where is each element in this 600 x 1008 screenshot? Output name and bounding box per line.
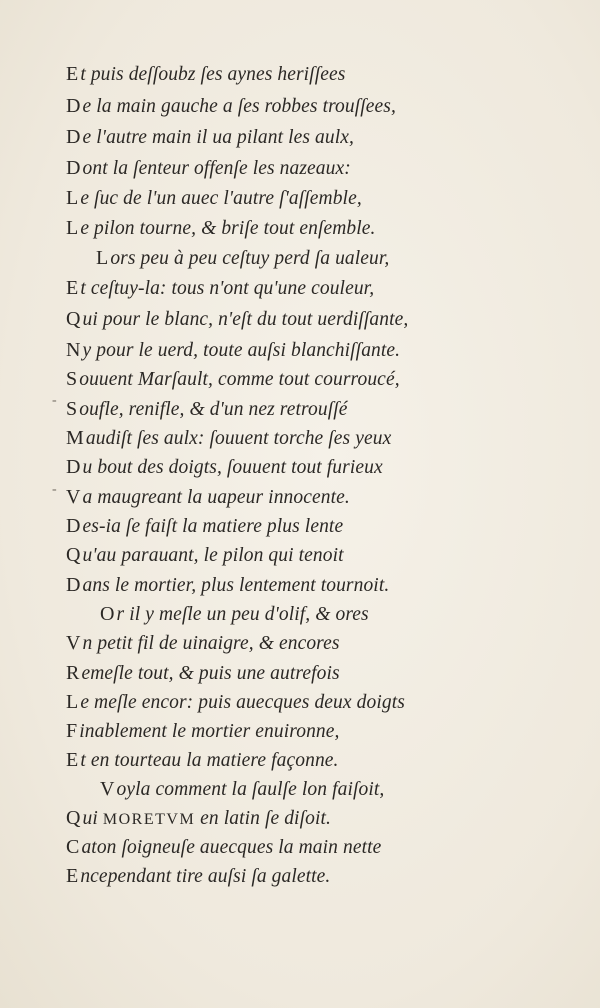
poem-line: Q u'au parauant, le pilon qui tenoit	[66, 544, 344, 566]
poem-line: D ans le mortier, plus lentement tournoit.	[66, 574, 390, 596]
small-caps-word: MORETVM	[102, 811, 196, 828]
poem-line: D e l'autre main il ua pilant les aulx,	[66, 126, 355, 148]
poem-line-indented: L ors peu à peu ceſtuy perd ſa ualeur,	[96, 247, 390, 269]
poem-line-indented: O r il y meſle un peu d'olif, & ores	[100, 603, 369, 625]
poem-line: E t ceſtuy-la: tous n'ont qu'une couleur,	[66, 277, 375, 299]
poem-line: L e ſuc de l'un auec l'autre ſ'aſſemble,	[66, 187, 362, 209]
poem-line: L e meſle encor: puis auecques deux doigts	[66, 691, 405, 713]
poem-line: V n petit fil de uinaigre, & encores	[66, 632, 340, 654]
poem-line: M audiſt ſes aulx: ſouuent torche ſes yeux	[66, 427, 392, 449]
poem-line: D ont la ſenteur offenſe les nazeaux:	[66, 157, 351, 179]
poem-line: Q ui pour le blanc, n'eſt du tout uerdiſſante,	[66, 308, 409, 330]
poem-line-indented: V oyla comment la ſaulſe lon faiſoit,	[100, 778, 385, 800]
poem-line: N y pour le uerd, toute auſsi blanchiſſante.	[66, 339, 401, 361]
poem-line: R emeſle tout, & puis une autrefois	[66, 662, 340, 684]
poem-line: D u bout des doigts, ſouuent tout furieux	[66, 456, 383, 478]
poem-line: V a maugreant la uapeur innocente.	[66, 486, 350, 508]
poem-line: Q ui MORETVM en latin ſe diſoit.	[66, 807, 331, 829]
poem-line: L e pilon tourne, & briſe tout enſemble.	[66, 217, 376, 239]
poem-line: E t puis deſſoubz ſes aynes heriſſees	[66, 63, 346, 85]
poem-line: E t en tourteau la matiere façonne.	[66, 749, 339, 771]
poem-line: F inablement le mortier enuironne,	[66, 720, 340, 742]
poem-line: E ncependant tire auſsi ſa galette.	[66, 865, 331, 887]
margin-dash: -	[52, 482, 57, 497]
poem-line: S oufle, renifle, & d'un nez retrouſſé	[66, 398, 348, 420]
poem-line: S ouuent Marſault, comme tout courroucé,	[66, 368, 400, 390]
margin-dash: -	[52, 393, 57, 408]
poem-line: C aton ſoigneuſe auecques la main nette	[66, 836, 382, 858]
poem-line: D es-ia ſe faiſt la matiere plus lente	[66, 515, 344, 537]
poem-line: D e la main gauche a ſes robbes trouſſees,	[66, 95, 396, 117]
